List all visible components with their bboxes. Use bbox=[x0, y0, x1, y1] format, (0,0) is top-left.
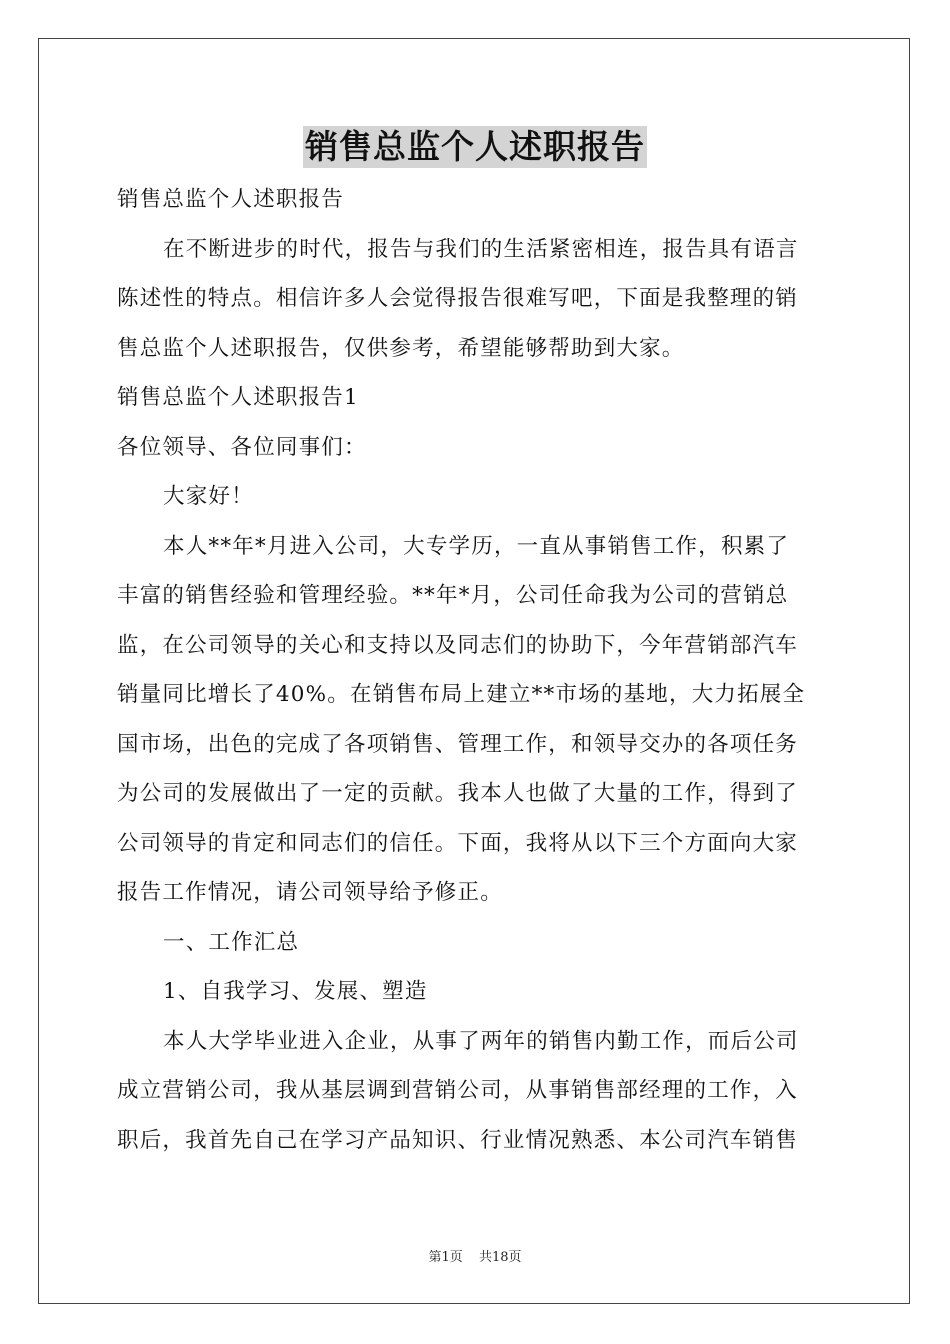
paragraph-line: 公司领导的肯定和同志们的信任。下面，我将从以下三个方面向大家 bbox=[117, 830, 799, 856]
section-heading: 销售总监个人述职报告1 bbox=[117, 385, 359, 410]
page-count: 共18页 bbox=[478, 1250, 522, 1265]
paragraph-line: 丰富的销售经验和管理经验。**年*月，公司任命我为公司的营销总 bbox=[117, 583, 789, 608]
document-body bbox=[117, 175, 833, 1165]
title-wrap bbox=[0, 126, 950, 168]
paragraph-line: 国市场，出色的完成了各项销售、管理工作，和领导交办的各项任务 bbox=[117, 731, 799, 757]
subtitle-line: 销售总监个人述职报告 bbox=[117, 187, 345, 212]
paragraph-line: 本人大学毕业进入企业，从事了两年的销售内勤工作，而后公司 bbox=[163, 1028, 799, 1054]
paragraph-line: 销量同比增长了40%。在销售布局上建立**市场的基地，大力拓展全 bbox=[117, 682, 806, 707]
page-number: 第1页 bbox=[428, 1250, 463, 1265]
paragraph-line: 职后，我首先自己在学习产品知识、行业情况熟悉、本公司汽车销售 bbox=[117, 1127, 799, 1153]
subsection-heading: 1、自我学习、发展、塑造 bbox=[163, 979, 428, 1004]
paragraph-line: 在不断进步的时代，报告与我们的生活紧密相连，报告具有语言 bbox=[163, 236, 799, 262]
paragraph-line: 监，在公司领导的关心和支持以及同志们的协助下，今年营销部汽车 bbox=[117, 632, 799, 658]
paragraph-line: 本人**年*月进入公司，大专学历，一直从事销售工作，积累了 bbox=[163, 533, 790, 559]
paragraph-line: 售总监个人述职报告，仅供参考，希望能够帮助到大家。 bbox=[117, 335, 685, 361]
paragraph-line: 成立营销公司，我从基层调到营销公司，从事销售部经理的工作，入 bbox=[117, 1078, 799, 1103]
greeting-line: 大家好！ bbox=[163, 484, 254, 509]
document-title: 销售总监个人述职报告 bbox=[305, 127, 645, 166]
salutation-line: 各位领导、各位同事们： bbox=[117, 434, 367, 460]
page-footer bbox=[0, 1246, 950, 1265]
paragraph-line: 陈述性的特点。相信许多人会觉得报告很难写吧，下面是我整理的销 bbox=[117, 286, 799, 311]
paragraph-line: 为公司的发展做出了一定的贡献。我本人也做了大量的工作，得到了 bbox=[117, 781, 799, 806]
paragraph-line: 报告工作情况，请公司领导给予修正。 bbox=[117, 880, 503, 905]
section-heading: 一、工作汇总 bbox=[163, 929, 300, 955]
